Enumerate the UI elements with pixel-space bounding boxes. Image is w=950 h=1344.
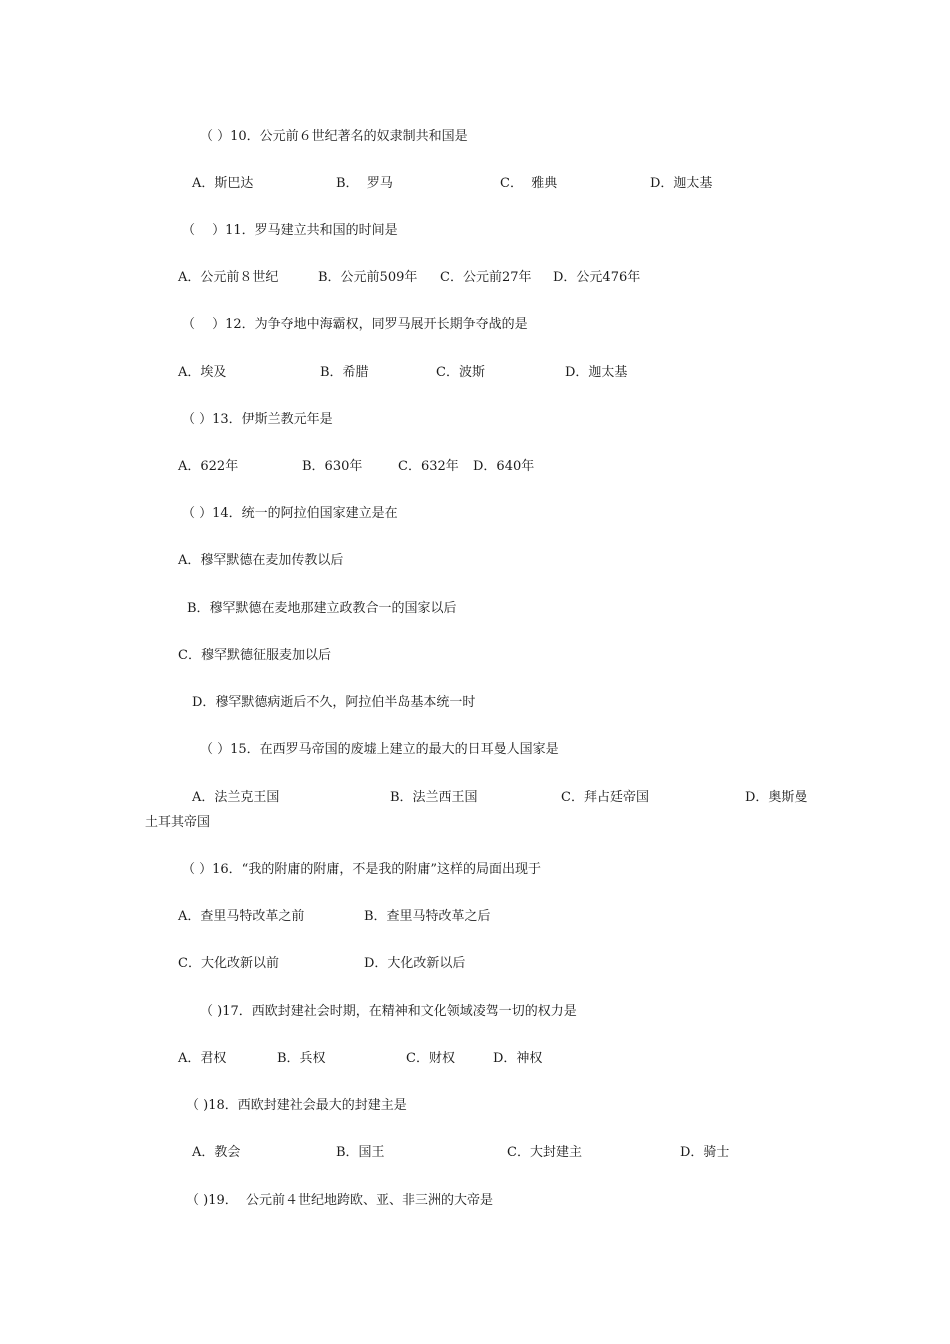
question-13-option-a: A．622年: [178, 459, 239, 474]
question-17-stem: （ )17．西欧封建社会时期，在精神和文化领域凌驾一切的权力是: [200, 1004, 577, 1019]
question-14-stem: （ ）14．统一的阿拉伯国家建立是在: [182, 506, 398, 521]
question-18-stem: （ )18．西欧封建社会最大的封建主是: [186, 1098, 407, 1113]
question-12-stem: （ ）12．为争夺地中海霸权，同罗马展开长期争夺战的是: [182, 317, 528, 332]
question-17-option-a: A．君权: [178, 1051, 227, 1066]
question-11-option-c: C．公元前27年: [440, 270, 532, 285]
question-16-stem: （ ）16．“我的附庸的附庸，不是我的附庸”这样的局面出现于: [182, 862, 541, 877]
question-13-stem: （ ）13．伊斯兰教元年是: [182, 412, 333, 427]
question-17-option-c: C．财权: [406, 1051, 455, 1066]
question-15-option-d-wrap: 土耳其帝国: [145, 815, 211, 830]
question-14-option-c: C．穆罕默德征服麦加以后: [178, 648, 331, 663]
question-10-option-b: B． 罗马: [336, 176, 393, 191]
question-11-option-a: A．公元前８世纪: [178, 270, 279, 285]
question-12-option-b: B．希腊: [320, 365, 369, 380]
question-16-option-a: A．查里马特改革之前: [178, 909, 305, 924]
question-11-stem: （ ）11．罗马建立共和国的时间是: [182, 223, 398, 238]
question-12-option-a: A．埃及: [178, 365, 227, 380]
question-18-option-a: A．教会: [192, 1145, 241, 1160]
question-18-option-d: D．骑士: [680, 1145, 730, 1160]
question-15-stem: （ ）15．在西罗马帝国的废墟上建立的最大的日耳曼人国家是: [200, 742, 559, 757]
question-10-option-a: A．斯巴达: [192, 176, 254, 191]
question-10-option-c: C． 雅典: [500, 176, 558, 191]
question-15-option-a: A．法兰克王国: [192, 790, 280, 805]
question-13-option-b: B．630年: [302, 459, 363, 474]
question-16-option-d: D．大化改新以后: [364, 956, 466, 971]
question-16-option-b: B．查里马特改革之后: [364, 909, 491, 924]
question-15-option-c: C．拜占廷帝国: [561, 790, 649, 805]
question-15-option-d: D．奥斯曼: [745, 790, 808, 805]
question-11-option-d: D．公元476年: [553, 270, 641, 285]
question-14-option-a: A．穆罕默德在麦加传教以后: [178, 553, 344, 568]
question-14-option-b: B．穆罕默德在麦地那建立政教合一的国家以后: [187, 601, 457, 616]
question-17-option-d: D．神权: [493, 1051, 543, 1066]
question-19-stem: （ )19． 公元前４世纪地跨欧、亚、非三洲的大帝是: [186, 1193, 494, 1208]
question-13-option-c: C．632年: [398, 459, 459, 474]
question-13-option-d: D．640年: [473, 459, 535, 474]
question-14-option-d: D．穆罕默德病逝后不久，阿拉伯半岛基本统一时: [192, 695, 476, 710]
question-18-option-b: B．国王: [336, 1145, 385, 1160]
question-12-option-d: D．迦太基: [565, 365, 628, 380]
question-11-option-b: B．公元前509年: [318, 270, 418, 285]
question-16-option-c: C．大化改新以前: [178, 956, 279, 971]
question-12-option-c: C．波斯: [436, 365, 485, 380]
question-17-option-b: B．兵权: [277, 1051, 326, 1066]
question-10-stem: （ ）10．公元前６世纪著名的奴隶制共和国是: [200, 129, 468, 144]
question-15-option-b: B．法兰西王国: [390, 790, 478, 805]
question-10-option-d: D．迦太基: [650, 176, 713, 191]
question-18-option-c: C．大封建主: [507, 1145, 582, 1160]
